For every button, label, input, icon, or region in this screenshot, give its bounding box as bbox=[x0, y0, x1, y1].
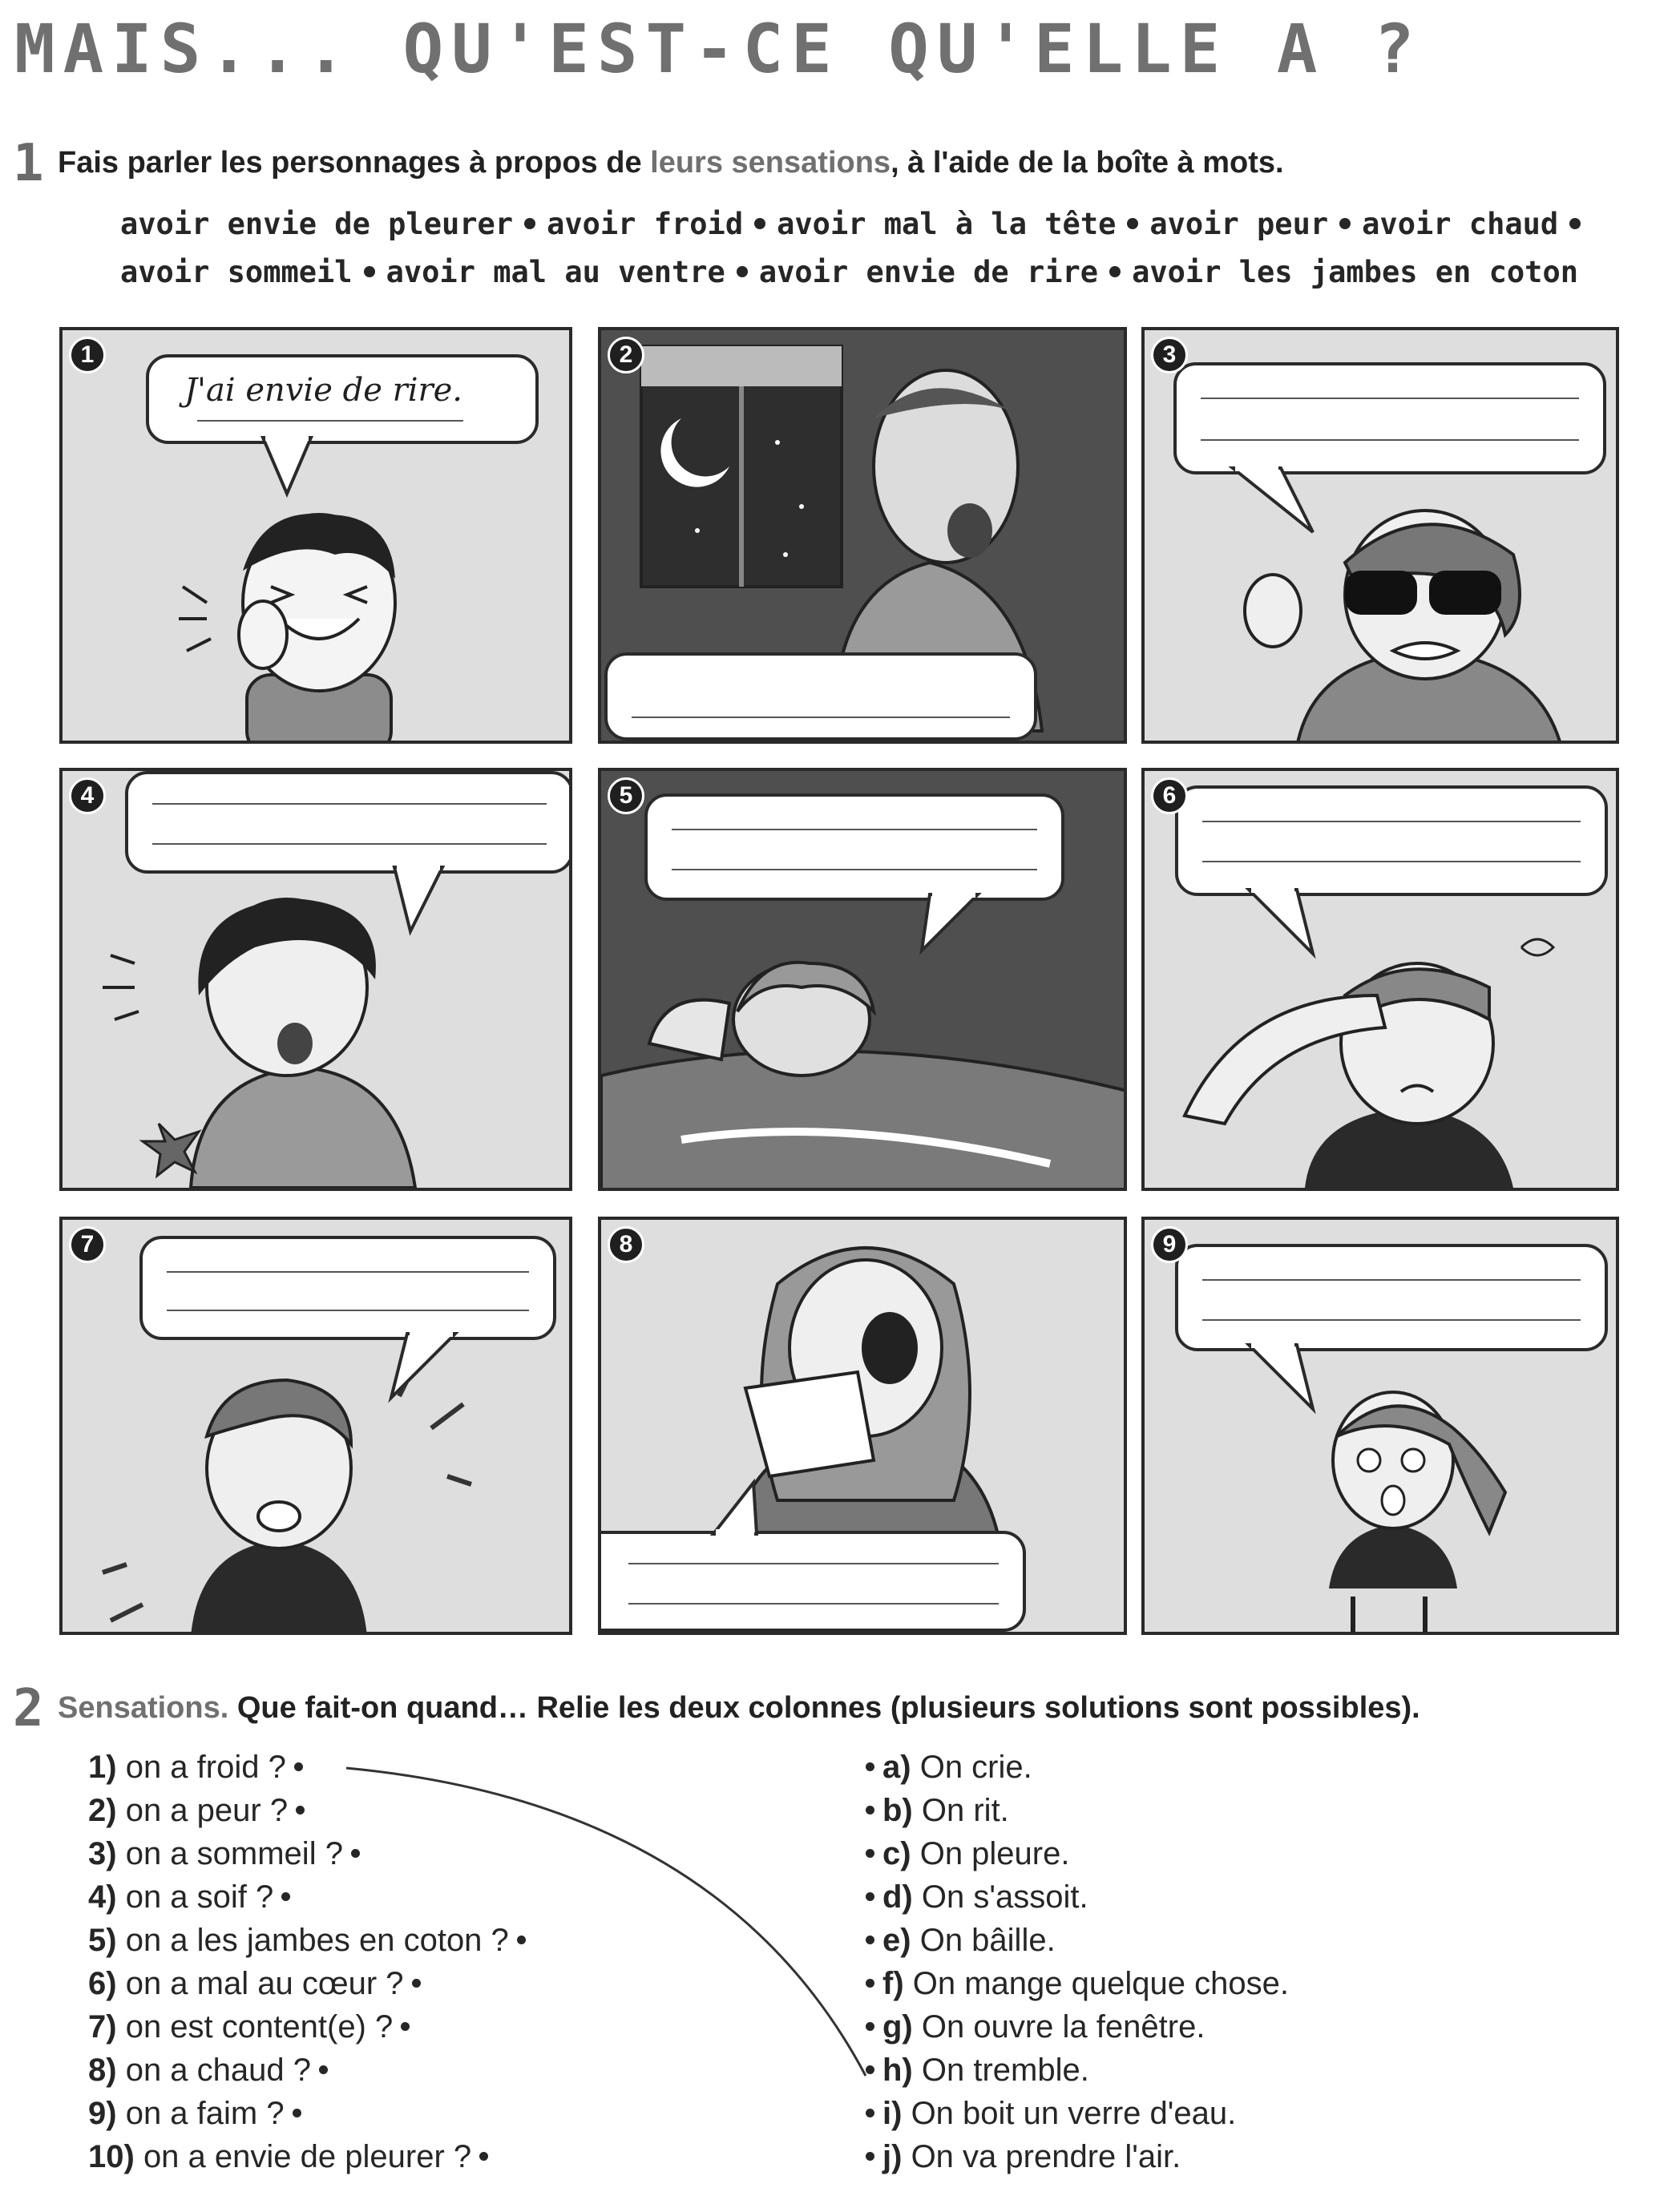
speech-bubble[interactable] bbox=[604, 652, 1037, 741]
right-item[interactable]: a) On crie. bbox=[858, 1747, 1032, 1787]
exercise-1-number: 1 bbox=[13, 134, 44, 193]
speech-bubble[interactable] bbox=[139, 1236, 556, 1340]
panel-number: 2 bbox=[608, 337, 644, 373]
bubble-tail bbox=[394, 867, 458, 939]
left-item[interactable]: 10) on a envie de pleurer ? bbox=[88, 2137, 496, 2177]
speech-bubble[interactable] bbox=[125, 771, 572, 874]
speech-bubble[interactable] bbox=[1173, 362, 1606, 474]
speech-bubble[interactable] bbox=[1175, 785, 1608, 896]
left-item[interactable]: 4) on a soif ? bbox=[88, 1877, 298, 1917]
word-box-item: avoir froid bbox=[547, 207, 744, 241]
word-box-item: avoir sommeil bbox=[120, 255, 353, 289]
exercise-2-number: 2 bbox=[13, 1679, 44, 1738]
speech-bubble[interactable] bbox=[598, 1531, 1026, 1632]
panel-number: 8 bbox=[608, 1226, 644, 1263]
right-item[interactable]: c) On pleure. bbox=[858, 1834, 1069, 1874]
right-item[interactable]: h) On tremble. bbox=[858, 2050, 1089, 2090]
panel-number: 4 bbox=[69, 777, 106, 814]
bubble-tail bbox=[407, 1334, 471, 1406]
bubble-tail bbox=[1249, 1345, 1321, 1417]
answer-text: J'ai envie de rire. bbox=[184, 372, 463, 409]
left-item[interactable]: 7) on est content(e) ? bbox=[88, 2007, 418, 2047]
panel-number: 3 bbox=[1151, 337, 1188, 373]
bubble-tail bbox=[263, 438, 327, 502]
word-box-item: avoir envie de pleurer bbox=[120, 207, 514, 241]
word-box-item: avoir envie de rire bbox=[758, 255, 1099, 289]
bubble-tail bbox=[713, 1483, 761, 1539]
right-item[interactable]: b) On rit. bbox=[858, 1790, 1009, 1831]
panel-number: 9 bbox=[1151, 1226, 1188, 1263]
left-item[interactable]: 8) on a chaud ? bbox=[88, 2050, 336, 2090]
panel-number: 5 bbox=[608, 777, 644, 814]
right-item[interactable]: d) On s'assoit. bbox=[858, 1877, 1088, 1917]
word-box-item: avoir chaud bbox=[1362, 207, 1559, 241]
bubble-tail bbox=[930, 894, 994, 959]
bubble-tail bbox=[1249, 890, 1321, 962]
panel-number: 1 bbox=[69, 337, 106, 373]
word-box-item: avoir peur bbox=[1149, 207, 1329, 241]
word-box-item: avoir mal à la tête bbox=[777, 207, 1117, 241]
page-title: MAIS... QU'EST-CE QU'ELLE A ? bbox=[14, 10, 1423, 88]
right-item[interactable]: i) On boit un verre d'eau. bbox=[858, 2093, 1236, 2133]
word-box-item: avoir mal au ventre bbox=[386, 255, 725, 289]
left-item[interactable]: 2) on a peur ? bbox=[88, 1790, 313, 1831]
exercise-1-instruction: Fais parler les personnages à propos de leurs sensations, à l'aide de la boîte à mots. bbox=[58, 146, 1284, 180]
speech-bubble[interactable] bbox=[1175, 1244, 1608, 1351]
left-item[interactable]: 5) on a les jambes en coton ? bbox=[88, 1920, 534, 1960]
exercise-2-instruction: Sensations. Que fait-on quand… Relie les deux colonnes (plusieurs solutions sont possibles). bbox=[58, 1691, 1420, 1725]
speech-bubble[interactable] bbox=[644, 793, 1064, 901]
right-item[interactable]: f) On mange quelque chose. bbox=[858, 1964, 1289, 2004]
speech-bubble[interactable] bbox=[146, 354, 539, 444]
panel-number: 7 bbox=[69, 1226, 106, 1263]
left-item[interactable]: 6) on a mal au cœur ? bbox=[88, 1964, 429, 2004]
left-item[interactable]: 9) on a faim ? bbox=[88, 2093, 309, 2133]
right-item[interactable]: g) On ouvre la fenêtre. bbox=[858, 2007, 1205, 2047]
panel-number: 6 bbox=[1151, 777, 1188, 814]
bubble-tail bbox=[1233, 468, 1305, 540]
right-item[interactable]: j) On va prendre l'air. bbox=[858, 2137, 1181, 2177]
left-item[interactable]: 3) on a sommeil ? bbox=[88, 1834, 368, 1874]
right-item[interactable]: e) On bâille. bbox=[858, 1920, 1056, 1960]
left-item[interactable]: 1) on a froid ? bbox=[88, 1747, 311, 1787]
word-box-item: avoir les jambes en coton bbox=[1132, 255, 1578, 289]
